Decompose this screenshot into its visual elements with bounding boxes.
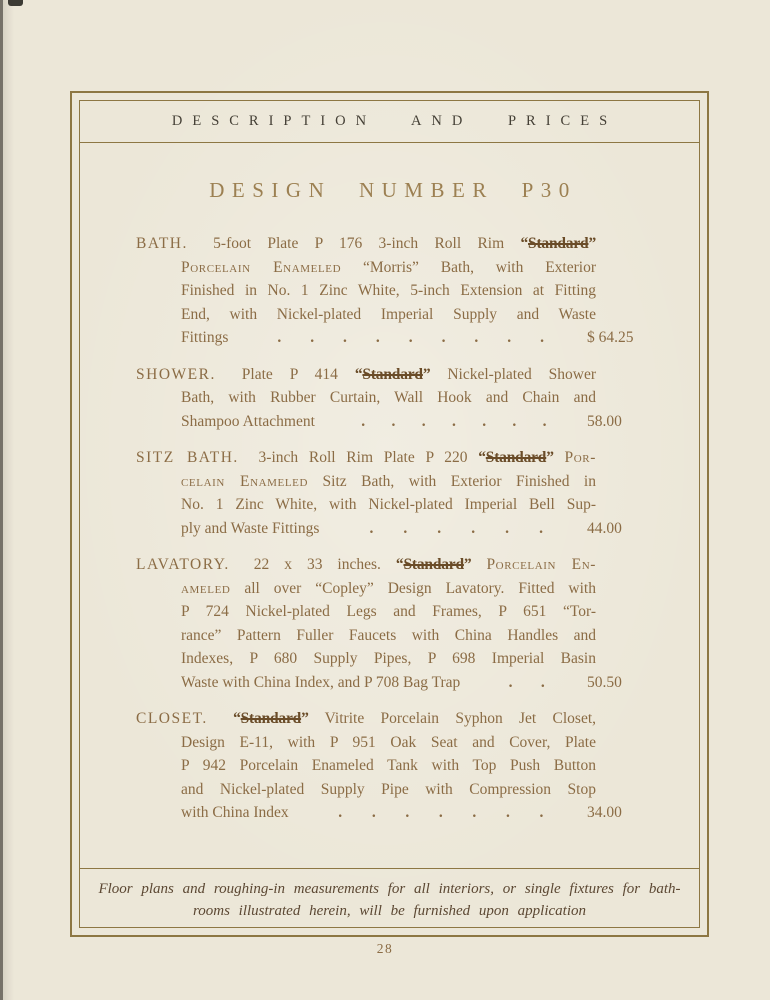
leader-dot: . (403, 519, 408, 537)
entry-text-segment: 5-foot Plate P 176 3-inch Roll Rim (213, 235, 505, 252)
trademark-word: Standard (403, 556, 464, 573)
scan-edge-shadow (0, 0, 3, 1000)
entry-text-segment: P 942 Porcelain Enameled Tank with Top Push Button (181, 757, 596, 774)
entry-line (136, 577, 596, 601)
leader-dots (248, 326, 573, 350)
leader-dot: . (438, 804, 443, 821)
entry-line (136, 256, 596, 280)
price-list (136, 232, 653, 825)
leader-dot: . (472, 804, 477, 821)
entry-text-segment: Shampoo Attachment (181, 412, 315, 430)
entry-text-segment: Waste with China Index, and P 708 Bag Trap (181, 673, 461, 691)
leader-dot: . (505, 519, 510, 537)
catalog-entry (136, 232, 653, 350)
entry-line (136, 553, 596, 577)
leader-dot: . (474, 329, 479, 346)
entry-text-segment: Fittings (181, 329, 229, 346)
content-area (80, 143, 699, 867)
entry-text-segment: celain Enameled (181, 472, 309, 490)
entry-text-segment: all over “Copley” Design Lavatory. Fitted with (244, 579, 596, 597)
standard-trademark: “Standard” (520, 235, 597, 252)
leader-dot: . (482, 412, 487, 430)
entry-last-line (136, 326, 653, 350)
scan-smudge-mark (8, 0, 23, 6)
inner-frame (79, 100, 700, 928)
entry-line (136, 279, 596, 303)
leader-dot: . (437, 519, 442, 537)
entry-line (136, 446, 596, 470)
standard-trademark: “Standard” (478, 449, 554, 466)
entry-line (136, 754, 596, 778)
leader-dot: . (343, 329, 347, 346)
price-value: $ 64.25 (587, 329, 634, 346)
entry-text-segment: with China Index (181, 804, 289, 821)
leader-dot: . (408, 329, 413, 346)
leader-dot: . (505, 804, 510, 821)
catalog-entry (136, 363, 653, 434)
price-value: 44.00 (587, 519, 622, 537)
page-number: 28 (376, 941, 394, 956)
entry-text-segment: No. 1 Zinc White, with Nickel-plated Imperial Bell Sup- (181, 496, 596, 513)
catalog-entry (136, 707, 653, 825)
entry-last-line (136, 671, 653, 695)
entry-line (136, 600, 596, 624)
entry-text-segment: Por- (564, 449, 596, 466)
leader-dot: . (338, 804, 343, 821)
leader-dot: . (421, 412, 426, 430)
entry-last-line (136, 517, 653, 541)
header-band (80, 101, 699, 143)
leader-dot: . (540, 329, 544, 346)
standard-trademark: “Standard” (354, 365, 431, 383)
entry-line (136, 386, 596, 410)
design-title: DESIGN NUMBER P30 (209, 178, 577, 202)
leader-dot: . (508, 673, 513, 691)
entry-text-segment: Vitrite Porcelain Syphon Jet Closet, (324, 710, 596, 727)
entry-text-segment: Bath, with Rubber Curtain, Wall Hook and Chain and (181, 389, 596, 406)
entry-text-segment: Design E-11, with P 951 Oak Seat and Cover, Plate (181, 733, 596, 751)
entry-text-segment: rance” Pattern Fuller Faucets with China Handles and (181, 626, 596, 644)
entry-term: BATH. (136, 235, 188, 252)
entry-text-segment: Finished in No. 1 Zinc White, 5-inch Extension at Fitting (181, 282, 596, 299)
entry-line (136, 647, 596, 671)
leader-dot: . (441, 329, 446, 346)
leader-dot: . (405, 804, 410, 821)
entry-line (136, 624, 596, 648)
leader-dots (335, 410, 573, 434)
entry-text-segment: 22 x 33 inches. (253, 556, 381, 573)
page-header: DESCRIPTION AND PRICES (171, 113, 618, 129)
entry-text-segment (181, 517, 319, 541)
leader-dot: . (539, 804, 544, 821)
entry-text-segment: Indexes, P 680 Supply Pipes, P 698 Imperial Basin (181, 650, 596, 667)
leader-dots (339, 517, 573, 541)
leader-dot: . (369, 519, 374, 537)
entry-line (136, 470, 596, 494)
entry-text-segment (181, 671, 460, 695)
entry-text-segment: Porcelain Enameled (181, 258, 342, 276)
footer-note-line1: Floor plans and roughing-in measurements for all interiors, or single fixtures for bath- (98, 881, 681, 897)
entry-text-segment: “Morris” Bath, with Exterior (362, 258, 596, 276)
price-value: 58.00 (587, 412, 622, 430)
leader-dot: . (451, 412, 456, 430)
entry-last-line (136, 410, 653, 434)
leader-dot: . (361, 412, 366, 430)
leader-dot: . (391, 412, 396, 430)
entry-text-segment: Nickel-plated Shower (447, 365, 596, 383)
entry-term: LAVATORY. (136, 556, 230, 573)
entry-text-segment (181, 410, 315, 434)
entry-line (136, 493, 596, 517)
entry-line (136, 731, 596, 755)
leader-dot: . (539, 519, 543, 537)
footer-note-line2: rooms illustrated herein, will be furnished upon application (192, 903, 587, 919)
standard-trademark: “Standard” (395, 556, 472, 573)
page-frame (70, 91, 709, 937)
entry-text-segment (181, 326, 228, 350)
entry-line (136, 778, 596, 802)
leader-dot: . (471, 519, 476, 537)
trademark-word: Standard (528, 235, 589, 252)
catalog-entry (136, 446, 653, 540)
leader-dot: . (540, 673, 545, 691)
entry-term: SHOWER. (136, 365, 216, 383)
leader-dots (309, 801, 573, 825)
price-value: 50.50 (587, 673, 622, 691)
leader-dots (480, 671, 573, 695)
entry-term: CLOSET. (136, 710, 208, 727)
entry-text-segment: ply and Waste Fittings (181, 519, 320, 537)
entry-text-segment: End, with Nickel-plated Imperial Supply and Waste (181, 305, 596, 323)
entry-text-segment: and Nickel-plated Supply Pipe with Compression Stop (181, 780, 596, 798)
entry-text-segment: Plate P 414 (241, 365, 338, 383)
entry-text-segment: P 724 Nickel-plated Legs and Frames, P 651 “Tor- (181, 603, 596, 620)
leader-dot: . (277, 329, 282, 346)
entry-line (136, 303, 596, 327)
entry-line (136, 707, 596, 731)
footer-band (80, 868, 699, 927)
entry-text-segment (181, 801, 289, 825)
leader-dot: . (375, 329, 380, 346)
entry-text-segment: 3-inch Roll Rim Plate P 220 (258, 449, 468, 466)
trademark-word: Standard (362, 365, 423, 383)
trademark-word: Standard (485, 449, 547, 466)
entry-last-line (136, 801, 653, 825)
leader-dot: . (310, 329, 315, 346)
standard-trademark: “Standard” (233, 710, 309, 727)
leader-dot: . (371, 804, 376, 821)
trademark-word: Standard (240, 710, 302, 727)
entry-text-segment: Sitz Bath, with Exterior Finished in (322, 472, 596, 490)
leader-dot: . (512, 412, 517, 430)
catalog-entry (136, 553, 653, 694)
entry-line (136, 232, 596, 256)
entry-text-segment: ameled (181, 579, 231, 597)
entry-line (136, 363, 596, 387)
entry-term: SITZ BATH. (136, 449, 239, 466)
price-value: 34.00 (587, 804, 622, 821)
leader-dot: . (542, 412, 547, 430)
leader-dot: . (507, 329, 512, 346)
entry-text-segment: Porcelain En- (486, 556, 597, 573)
